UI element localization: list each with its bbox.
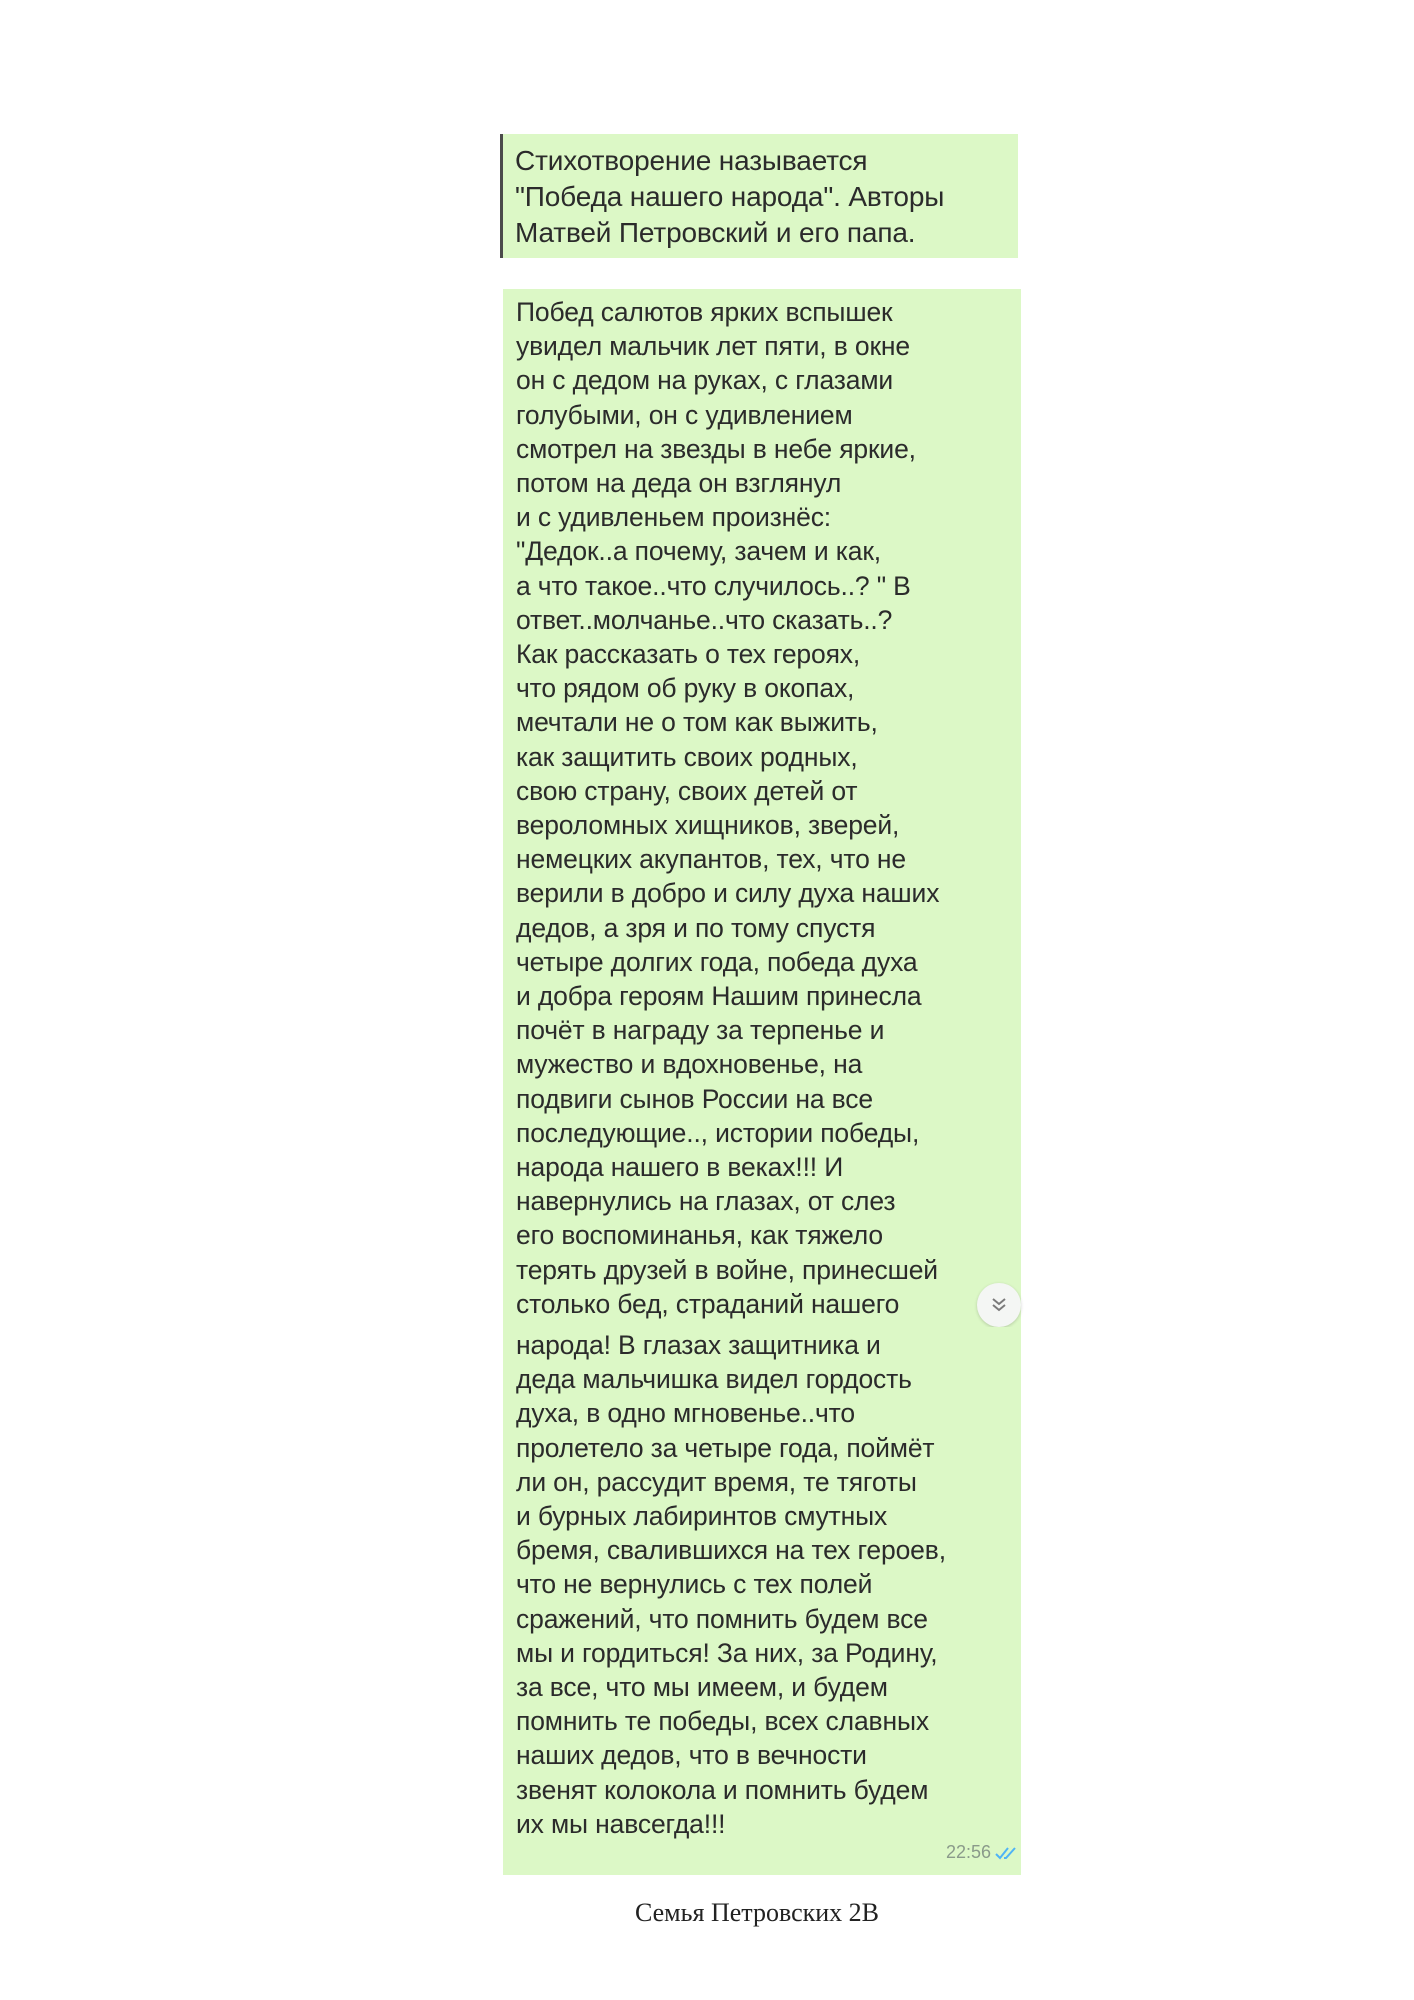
double-chevron-down-icon <box>988 1294 1010 1316</box>
message-bubble-intro[interactable] <box>500 134 1018 258</box>
message-meta <box>946 1842 1021 1863</box>
page-caption: Семья Петровских 2В <box>634 1898 880 1927</box>
double-check-icon <box>995 1845 1021 1861</box>
message-text: народа! В глазах защитника и деда мальчишка видел гордость духа, в одно мгновенье..что пролетело за четыре года, поймёт ли он, рассудит время, те тяготы и бурных лабиринтов смутных бремя, свалившихся на тех героев, что не вернулись с тех полей сражений, что помнить будем все мы и гордиться! За них, за Родину, за все, что мы имеем, и будем помнить те победы, всех славных наших дедов, что в вечности звенят колокола и помнить будем их мы навсегда!!! <box>516 1330 946 1839</box>
message-bubble-poem-top[interactable] <box>503 289 1021 1327</box>
message-bubble-poem-bottom[interactable] <box>503 1327 1021 1875</box>
message-text: Стихотворение называется "Победа нашего народа". Авторы Матвей Петровский и его папа. <box>515 145 945 248</box>
message-time: 22:56 <box>945 1842 991 1862</box>
message-text: Побед салютов ярких вспышек увидел мальчик лет пяти, в окне он с дедом на руках, с глазами голубыми, он с удивлением смотрел на звезды в небе яркие, потом на деда он взглянул и с удивленьем произнёс: "Дедок..а почему, зачем и как, а что такое..что случилось..? " В ответ..молчанье..что сказать..? Как рассказать о тех героях, что рядом об руку в окопах, мечтали не о том как выжить, как защитить своих родных, свою страну, своих детей от вероломных хищников, зверей, немецких акупантов, тех, что не верили в добро и силу духа наших дедов, а зря и по тому спустя четыре долгих года, победа духа и добра героям Нашим принесла почёт в награду за терпенье и мужество и вдохновенье, на подвиги сынов России на все последующие.., истории победы, народа нашего в веках!!! И навернулись на глазах, от слез его воспоминанья, как тяжело терять друзей в войне, принесшей столько бед, страданий нашего <box>516 297 940 1319</box>
scroll-to-bottom-button[interactable] <box>977 1283 1021 1327</box>
